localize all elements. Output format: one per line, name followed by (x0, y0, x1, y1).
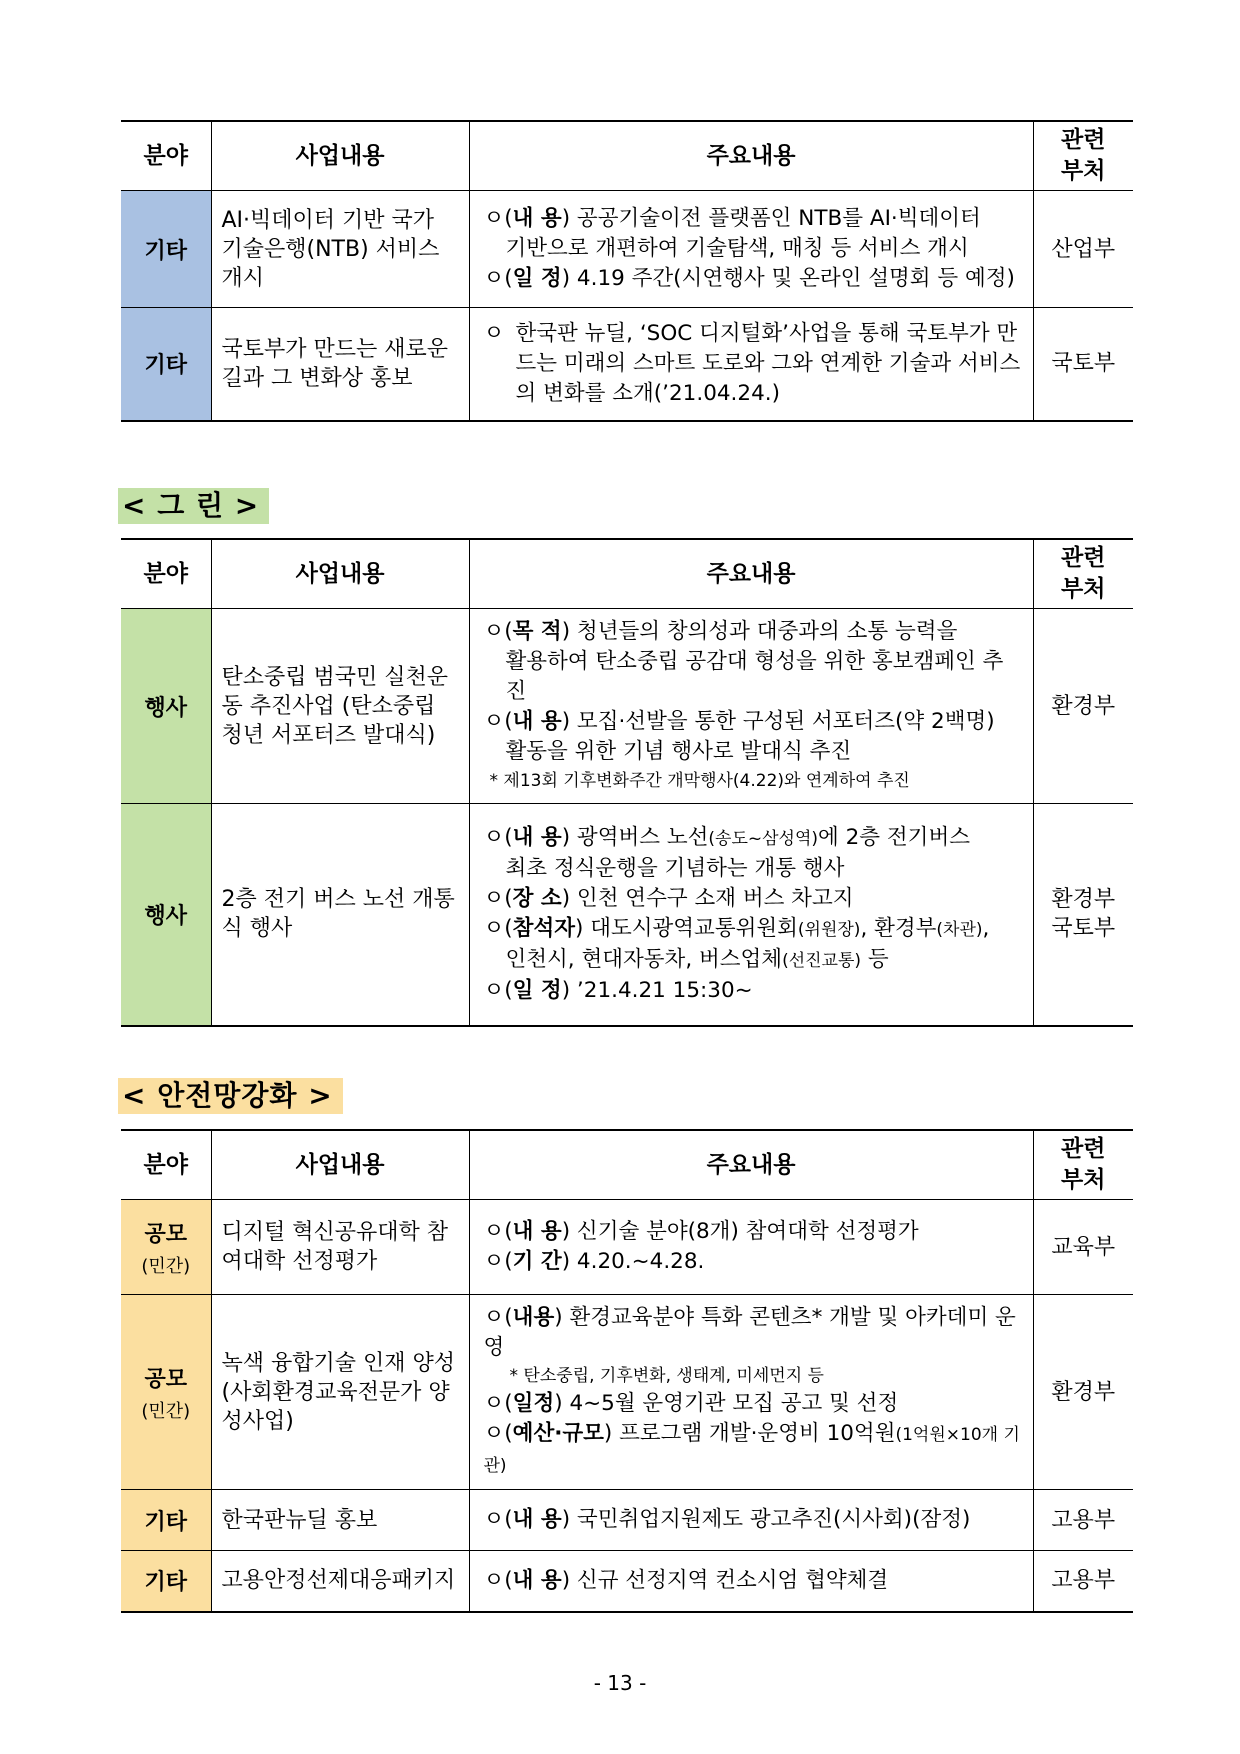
main-content-cell: ㅇ(내 용) 국민취업지원제도 광고추진(시사회)(잠정) (469, 1490, 1033, 1551)
category-cell: 기타 (121, 308, 211, 421)
project-cell: 국토부가 만드는 새로운 길과 그 변화상 홍보 (211, 308, 469, 421)
footnote: * 제13회 기후변화주간 개막행사(4.22)와 연계하여 추진 (489, 771, 910, 791)
page-number: - 13 - (593, 1671, 647, 1695)
table-row (121, 1551, 1133, 1612)
table-other (121, 120, 1133, 422)
header-field: 분야 (121, 539, 211, 609)
table-green (121, 538, 1133, 1027)
project-cell: 탄소중립 범국민 실천운동 추진사업 (탄소중립 청년 서포터즈 발대식) (211, 609, 469, 804)
project-cell: 2층 전기 버스 노선 개통식 행사 (211, 804, 469, 1026)
dept-cell: 환경부 (1033, 1295, 1133, 1490)
table-header-row (121, 121, 1133, 191)
header-dept: 관련 부처 (1033, 539, 1133, 609)
table-header-row (121, 539, 1133, 609)
category-cell: 기타 (121, 1490, 211, 1551)
header-project: 사업내용 (211, 121, 469, 191)
project-cell: AI·빅데이터 기반 국가 기술은행(NTB) 서비스 개시 (211, 191, 469, 308)
table-row (121, 609, 1133, 804)
project-cell: 한국판뉴딜 홍보 (211, 1490, 469, 1551)
header-field: 분야 (121, 1130, 211, 1200)
header-field: 분야 (121, 121, 211, 191)
category-cell: 공모 (민간) (121, 1295, 211, 1490)
dept-cell: 교육부 (1033, 1200, 1133, 1295)
header-main: 주요내용 (469, 121, 1033, 191)
header-main: 주요내용 (469, 539, 1033, 609)
main-content-cell: ㅇ(내 용) 신규 선정지역 컨소시엄 협약체결 (469, 1551, 1033, 1612)
project-cell: 녹색 융합기술 인재 양성 (사회환경교육전문가 양성사업) (211, 1295, 469, 1490)
main-content-cell: ㅇ 한국판 뉴딜, ‘SOC 디지털화’사업을 통해 국토부가 만드는 미래의 스마트 도로와 그와 연계한 기술과 서비스의 변화를 소개(’21.04.24.) (469, 308, 1033, 421)
header-project: 사업내용 (211, 1130, 469, 1200)
main-content-cell: ㅇ(내 용) 공공기술이전 플랫폼인 NTB를 AI·빅데이터 기반으로 개편하여 기술탐색, 매칭 등 서비스 개시 ㅇ(일 정) 4.19 주간(시연행사 및 온라인 설명회 등 예정) (469, 191, 1033, 308)
dept-cell: 국토부 (1033, 308, 1133, 421)
dept-cell: 고용부 (1033, 1490, 1133, 1551)
category-cell: 행사 (121, 609, 211, 804)
table-row (121, 1295, 1133, 1490)
main-content-cell: ㅇ(내 용) 광역버스 노선(송도~삼성역)에 2층 전기버스 최초 정식운행을 기념하는 개통 행사 ㅇ(장 소) 인천 연수구 소재 버스 차고지 ㅇ(참석자) 대도시광역교통위원회(위원장), 환경부(차관), 인천시, 현대자동차, 버스업체(선진교통) 등 ㅇ(일 정) ’21.4.21 15:30~ (469, 804, 1033, 1026)
main-content-cell: ㅇ(내용) 환경교육분야 특화 콘텐츠* 개발 및 아카데미 운영 * 탄소중립, 기후변화, 생태계, 미세먼지 등 ㅇ(일정) 4~5월 운영기관 모집 공고 및 선정 ㅇ(예산·규모) 프로그램 개발·운영비 10억원(1억원×10개 기관) (469, 1295, 1033, 1490)
section-heading-safety: < 안전망강화 > (118, 1078, 343, 1114)
header-dept: 관련 부처 (1033, 121, 1133, 191)
table-row (121, 1490, 1133, 1551)
table-row (121, 308, 1133, 421)
project-cell: 디지털 혁신공유대학 참여대학 선정평가 (211, 1200, 469, 1295)
header-main: 주요내용 (469, 1130, 1033, 1200)
main-content-cell: ㅇ(목 적) 청년들의 창의성과 대중과의 소통 능력을 활용하여 탄소중립 공감대 형성을 위한 홍보캠페인 추진 ㅇ(내 용) 모집·선발을 통한 구성된 서포터즈(약 2백명) 활동을 위한 기념 행사로 발대식 추진 * 제13회 기후변화주간 개막행사(4.22)와 연계하여 추진 (469, 609, 1033, 804)
footnote: * 탄소중립, 기후변화, 생태계, 미세먼지 등 (509, 1366, 824, 1386)
category-cell: 공모 (민간) (121, 1200, 211, 1295)
section-heading-green: < 그 린 > (118, 488, 269, 524)
dept-cell: 고용부 (1033, 1551, 1133, 1612)
project-cell: 고용안정선제대응패키지 (211, 1551, 469, 1612)
category-cell: 행사 (121, 804, 211, 1026)
category-cell: 기타 (121, 1551, 211, 1612)
dept-cell: 환경부 (1033, 609, 1133, 804)
header-dept: 관련 부처 (1033, 1130, 1133, 1200)
dept-cell: 환경부 국토부 (1033, 804, 1133, 1026)
table-row (121, 191, 1133, 308)
table-row (121, 804, 1133, 1026)
category-cell: 기타 (121, 191, 211, 308)
header-project: 사업내용 (211, 539, 469, 609)
dept-cell: 산업부 (1033, 191, 1133, 308)
main-content-cell: ㅇ(내 용) 신기술 분야(8개) 참여대학 선정평가 ㅇ(기 간) 4.20.~4.28. (469, 1200, 1033, 1295)
table-row (121, 1200, 1133, 1295)
table-safety (121, 1129, 1133, 1613)
table-header-row (121, 1130, 1133, 1200)
